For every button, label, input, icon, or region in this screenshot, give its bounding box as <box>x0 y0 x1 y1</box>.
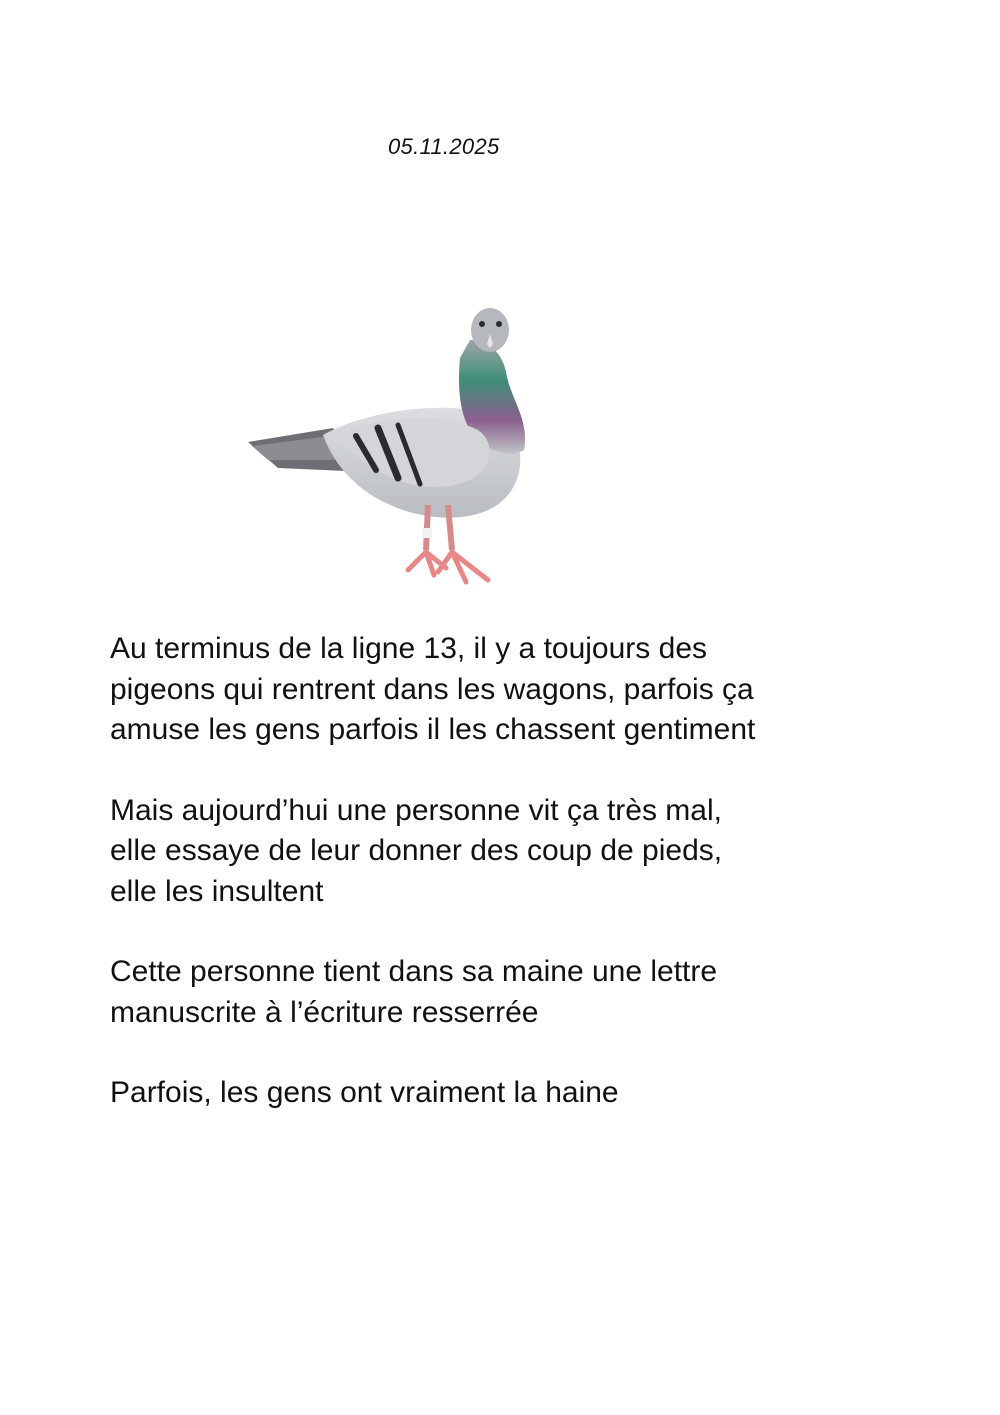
text-line: elle les insultent <box>110 874 324 908</box>
text-line: amuse les gens parfois il les chassent gentiment <box>110 713 756 746</box>
pigeon-illustration <box>238 300 538 590</box>
paragraph-3 <box>110 952 910 1033</box>
text-line: manuscrite à l’écriture resserrée <box>110 995 539 1029</box>
text-line: pigeons qui rentrent dans les wagons, parfois ça <box>110 672 754 706</box>
text-line: Cette personne tient dans sa maine une lettre <box>110 955 718 988</box>
paragraph-2 <box>110 791 910 913</box>
text-line: Parfois, les gens ont vraiment la haine <box>110 1076 619 1109</box>
text-line: elle essaye de leur donner des coup de pieds, <box>110 834 723 867</box>
date-label: 05.11.2025 <box>388 134 500 159</box>
text-line: Mais aujourd’hui une personne vit ça très mal, <box>110 793 722 827</box>
paragraph-1 <box>110 629 910 751</box>
paragraph-4 <box>110 1073 910 1114</box>
text-line: Au terminus de la ligne 13, il y a toujours des <box>110 632 707 665</box>
story-text <box>110 629 910 1154</box>
